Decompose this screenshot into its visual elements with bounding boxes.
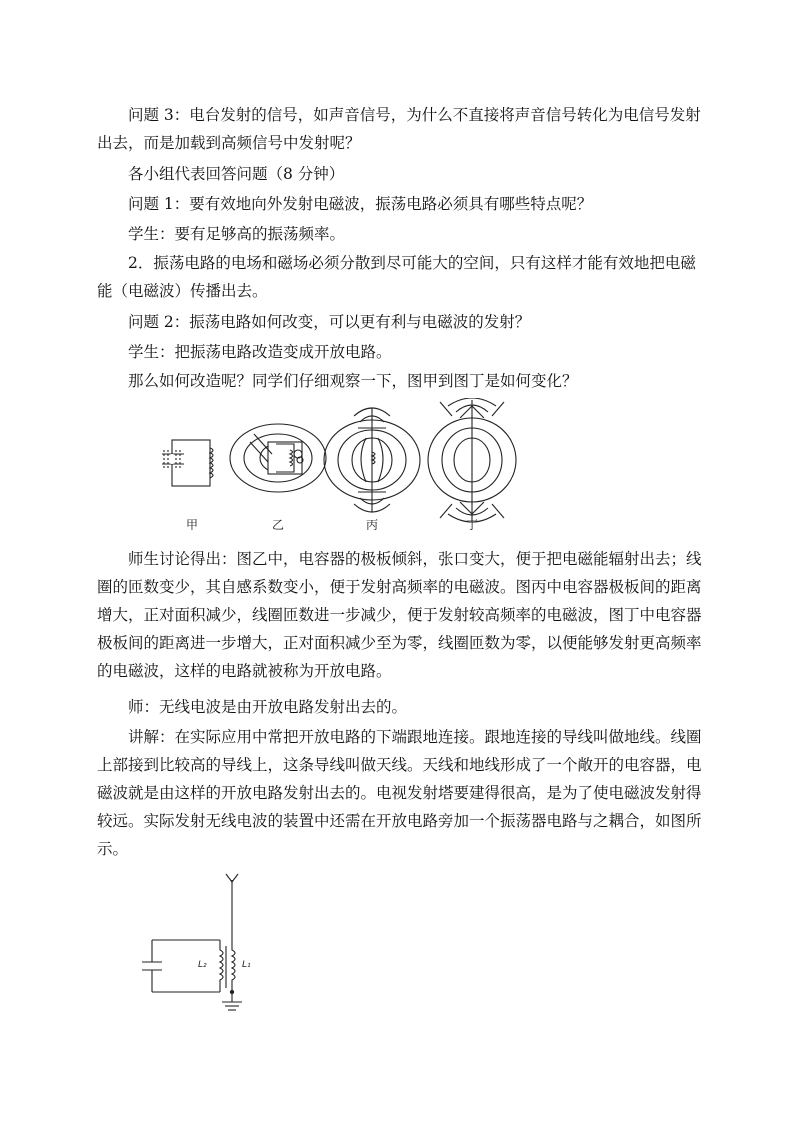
figure-jia-closed-circuit <box>162 440 213 486</box>
figure-label-yi: 乙 <box>271 518 285 530</box>
figure-label-bing: 丙 <box>365 518 379 530</box>
paragraph-question-2: 问题 2：振荡电路如何改变，可以更有利与电磁波的发射？ <box>128 313 531 331</box>
paragraph-discussion: 师生讨论得出：图乙中，电容器的极板倾斜，张口变大，便于把电磁能辐射出去；线圈的匝数变少，其自感系数变小，便于发射高频率的电磁波。图丙中电容器极板间的距离增大，正对面积减少，线圈匝数进一步减少，便于发射较高频率的电磁波，图丁中电容器极板间的距离进一步增大，正对面积减少至为零，线圈匝数为零，以便能够发射更高频率的电磁波，这样的电路就被称为开放电路。 <box>97 550 702 680</box>
circuit-evolution-figure <box>150 398 530 530</box>
figure-label-ding: 丁 <box>465 518 479 530</box>
figure-ding-open-antenna <box>428 398 516 522</box>
paragraph-question-3: 问题 3：电台发射的信号，如声音信号，为什么不直接将声音信号转化为电信号发射出去，而是加载到高频信号中发射呢？ <box>97 106 701 152</box>
paragraph-observe-prompt: 那么如何改造呢？同学们仔细观察一下，图甲到图丁是如何变化？ <box>128 372 578 390</box>
paragraph-student-answer-1: 学生：要有足够高的振荡频率。 <box>128 225 346 243</box>
figure-yi-tilted-plates <box>230 424 326 492</box>
paragraph-question-1: 问题 1：要有效地向外发射电磁波，振荡电路必须具有哪些特点呢？ <box>128 195 593 213</box>
coil-label-l2: L₂ <box>198 960 207 970</box>
paragraph-explanation: 讲解：在实际应用中常把开放电路的下端跟地连接。跟地连接的导线叫做地线。线圈上部接到比较高的导线上，这条导线叫做天线。天线和地线形成了一个敞开的电容器，电磁波就是由这样的开放电路发射出去的。电视发射塔要建得很高，是为了使电磁波发射得较远。实际发射无线电波的装置中还需在开放电路旁加一个振荡器电路与之耦合，如图所示。 <box>97 728 702 858</box>
paragraph-group-answer: 各小组代表回答问题（8 分钟） <box>128 165 345 183</box>
coil-l1 <box>232 936 235 994</box>
paragraph-teacher-statement: 师：无线电波是由开放电路发射出去的。 <box>128 698 408 716</box>
paragraph-student-answer-2: 学生：把振荡电路改造变成开放电路。 <box>128 343 392 361</box>
figure-bing-opened-circuit <box>324 408 420 512</box>
figure-label-jia: 甲 <box>185 518 199 530</box>
paragraph-point-2: 2．振荡电路的电场和磁场必须分散到尽可能大的空间，只有这样才能有效地把电磁能（电磁波）传播出去。 <box>97 254 696 300</box>
transmitter-coupling-figure <box>132 868 262 1018</box>
coil-l2 <box>220 940 223 992</box>
coil-label-l1: L₁ <box>242 960 251 970</box>
